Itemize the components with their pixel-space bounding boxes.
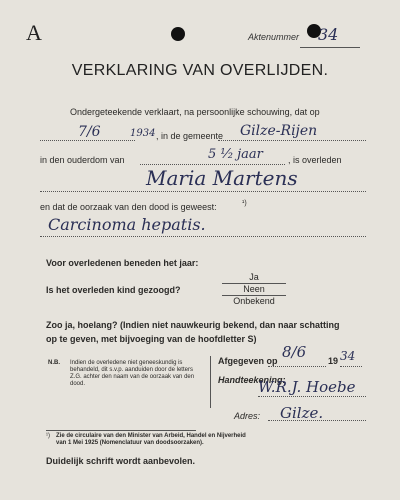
issued-date-line: [268, 366, 326, 367]
cause-line: [40, 236, 366, 237]
address-label: Adres:: [234, 411, 261, 421]
age-value: 5 ⅟₂ jaar: [208, 147, 263, 162]
issued-date-value: 8/6: [282, 343, 307, 361]
hoelang-line-1: Zoo ja, hoelang? (Indien niet nauwkeurig bekend, dan naar schatting: [46, 320, 340, 330]
age-prefix: in den ouderdom van: [40, 155, 125, 165]
cause-footnote-marker: ¹): [242, 200, 247, 207]
footnote-text: Zie de circulaire van den Minister van Arbeid, Handel en Nijverheid van 1 Mei 1925 (Nomenclatuur van doodsoorzaken).: [56, 433, 246, 446]
cause-of-death-value: Carcinoma hepatis.: [48, 215, 206, 234]
note-divider: [210, 356, 211, 408]
footnote-marker: ¹): [46, 433, 50, 439]
aktenummer-value: 34: [318, 25, 339, 44]
signature-line: [258, 396, 366, 397]
nb-note: [48, 360, 204, 388]
death-year-value: 1934: [130, 128, 156, 139]
hoelang-line-2: op te geven, met bijvoeging van de hoofdletter S): [46, 334, 257, 344]
deceased-name-value: Maria Martens: [146, 166, 298, 190]
age-line: [140, 164, 285, 165]
option-ja: Ja: [249, 272, 259, 282]
footer-text: Duidelijk schrift wordt aanbevolen.: [46, 456, 196, 466]
signature-value: W.R.J. Hoebe: [258, 378, 356, 396]
infants-heading: Voor overledenen beneden het jaar:: [46, 258, 199, 268]
nb-text: Indien de overledene niet geneeskundig is behandeld, dit s.v.p. aanduiden door de letters Z.G. achter den naam van de oorzaak van den dood.: [70, 360, 195, 387]
death-date-value: 7/6: [78, 124, 101, 140]
declaration-intro: Ondergeteekende verklaart, na persoonlijke schouwing, dat op: [70, 107, 320, 117]
nb-label: N.B.: [48, 360, 60, 366]
aktenummer-label: Aktenummer: [248, 32, 300, 42]
breastfed-question: Is het overleden kind gezoogd?: [46, 285, 181, 295]
signature-label: Handteekening:: [218, 375, 286, 385]
address-value: Gilze.: [280, 404, 324, 422]
form-letter: A: [26, 20, 42, 45]
address-line: [268, 420, 366, 421]
death-date-line: [40, 140, 135, 141]
name-line: [40, 191, 366, 192]
issued-year-line: [340, 366, 362, 367]
municipality-prefix: , in de gemeente: [156, 131, 224, 141]
punch-hole-left: [171, 27, 185, 41]
form-title: VERKLARING VAN OVERLIJDEN.: [71, 62, 329, 79]
municipality-line: [218, 140, 366, 141]
municipality-value: Gilze-Rijen: [240, 123, 318, 139]
option-onbekend: Onbekend: [233, 296, 275, 306]
aktenummer-line: [300, 47, 360, 48]
issued-label: Afgegeven op: [218, 356, 278, 366]
footnote: [46, 433, 256, 447]
option-neen: Neen: [243, 284, 265, 294]
overleden-label: , is overleden: [288, 155, 342, 165]
issued-year-value: 34: [340, 349, 356, 363]
cause-prefix: en dat de oorzaak van den dood is geweest:: [40, 202, 217, 212]
issued-year-prefix: 19: [328, 356, 339, 366]
footnote-separator: [46, 430, 196, 431]
